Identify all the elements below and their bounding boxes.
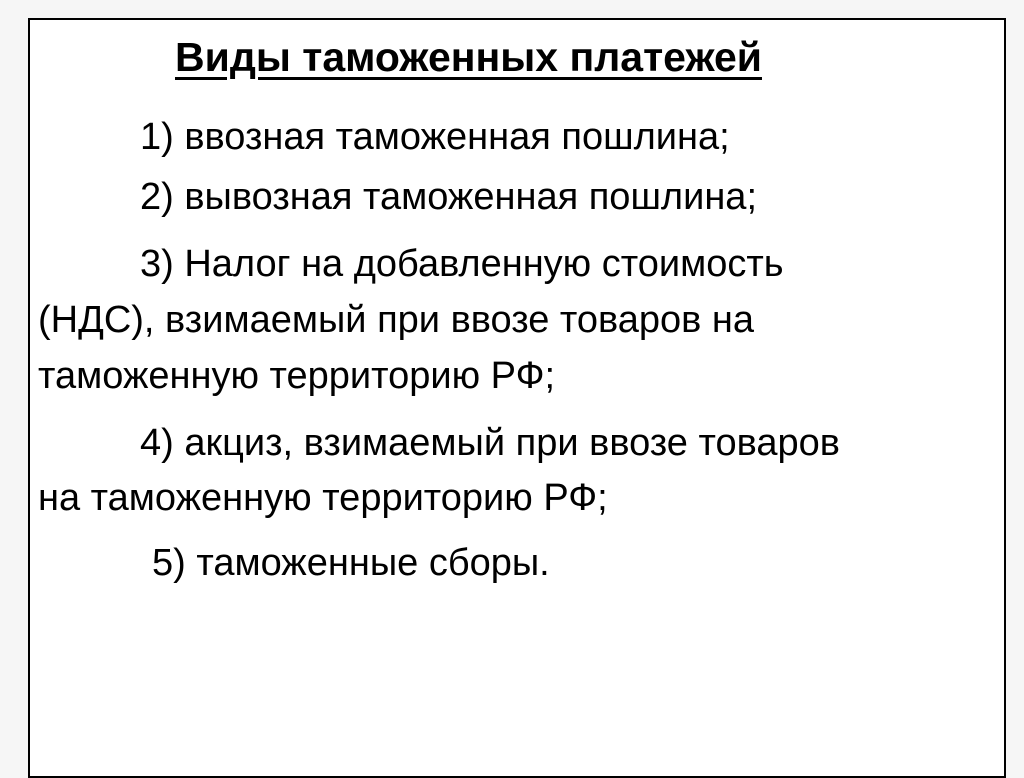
slide-title: Виды таможенных платежей [175,34,762,80]
list-item-4-line-2: на таможенную территорию РФ; [38,477,608,519]
list-item-1: 1) ввозная таможенная пошлина; [140,116,730,158]
list-item-5: 5) таможенные сборы. [152,542,550,584]
list-item-3-line-3: таможенную территорию РФ; [38,355,556,397]
list-item-4-line-1: 4) акциз, взимаемый при ввозе товаров [140,422,840,464]
list-item-3-line-2: (НДС), взимаемый при ввозе товаров на [38,299,755,341]
list-item-3-line-1: 3) Налог на добавленную стоимость [140,243,784,285]
slide [28,18,1006,778]
list-item-2: 2) вывозная таможенная пошлина; [140,176,757,218]
